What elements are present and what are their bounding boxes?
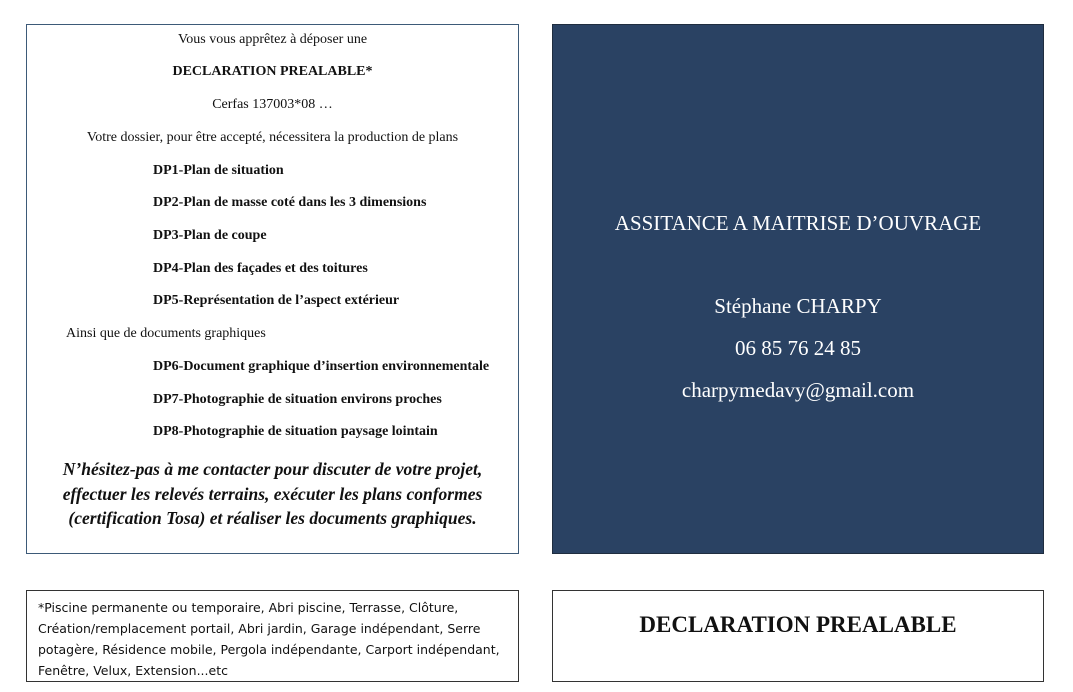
footnote-line: Création/remplacement portail, Abri jardin, Garage indépendant, Serre [38, 621, 481, 636]
plan-item-dp2: DP2-Plan de masse coté dans les 3 dimensions [153, 195, 427, 210]
plans-intro: Votre dossier, pour être accepté, nécessitera la production de plans [86, 130, 459, 145]
contact-name: Stéphane CHARPY [714, 294, 882, 318]
closing-message: N’hésitez-pas à me contacter pour discuter de votre projet, effectuer les relevés terrains, exécuter les plans conformes (certification Tosa) et réaliser les documents graphiques. [62, 459, 483, 528]
document-title: DECLARATION PREALABLE [639, 612, 957, 637]
graphic-item-dp7: DP7-Photographie de situation environs proches [153, 392, 442, 407]
footnote-line: Fenêtre, Velux, Extension...etc [38, 663, 228, 678]
contact-panel [552, 24, 1044, 554]
cerfa-reference: Cerfas 137003*08 … [212, 97, 333, 112]
footnote-box [26, 590, 519, 682]
service-heading: ASSITANCE A MAITRISE D’OUVRAGE [614, 211, 982, 235]
footnote-line: potagère, Résidence mobile, Pergola indépendante, Carport indépendant, [38, 642, 500, 657]
plan-item-dp5: DP5-Représentation de l’aspect extérieur [153, 293, 400, 308]
info-panel [26, 24, 519, 554]
title-box [552, 590, 1044, 682]
plan-item-dp1: DP1-Plan de situation [153, 163, 284, 178]
doc-type-heading: DECLARATION PREALABLE* [172, 64, 373, 79]
graphic-item-dp8: DP8-Photographie de situation paysage lointain [153, 424, 438, 439]
footnote-line: *Piscine permanente ou temporaire, Abri piscine, Terrasse, Clôture, [38, 600, 459, 615]
graphics-intro: Ainsi que de documents graphiques [66, 326, 266, 341]
intro-text: Vous vous apprêtez à déposer une [177, 32, 368, 47]
plan-item-dp4: DP4-Plan des façades et des toitures [153, 261, 368, 276]
contact-phone: 06 85 76 24 85 [735, 336, 861, 360]
contact-email: charpymedavy@gmail.com [681, 378, 915, 402]
graphic-item-dp6: DP6-Document graphique d’insertion environnementale [153, 359, 490, 374]
plan-item-dp3: DP3-Plan de coupe [153, 228, 267, 243]
